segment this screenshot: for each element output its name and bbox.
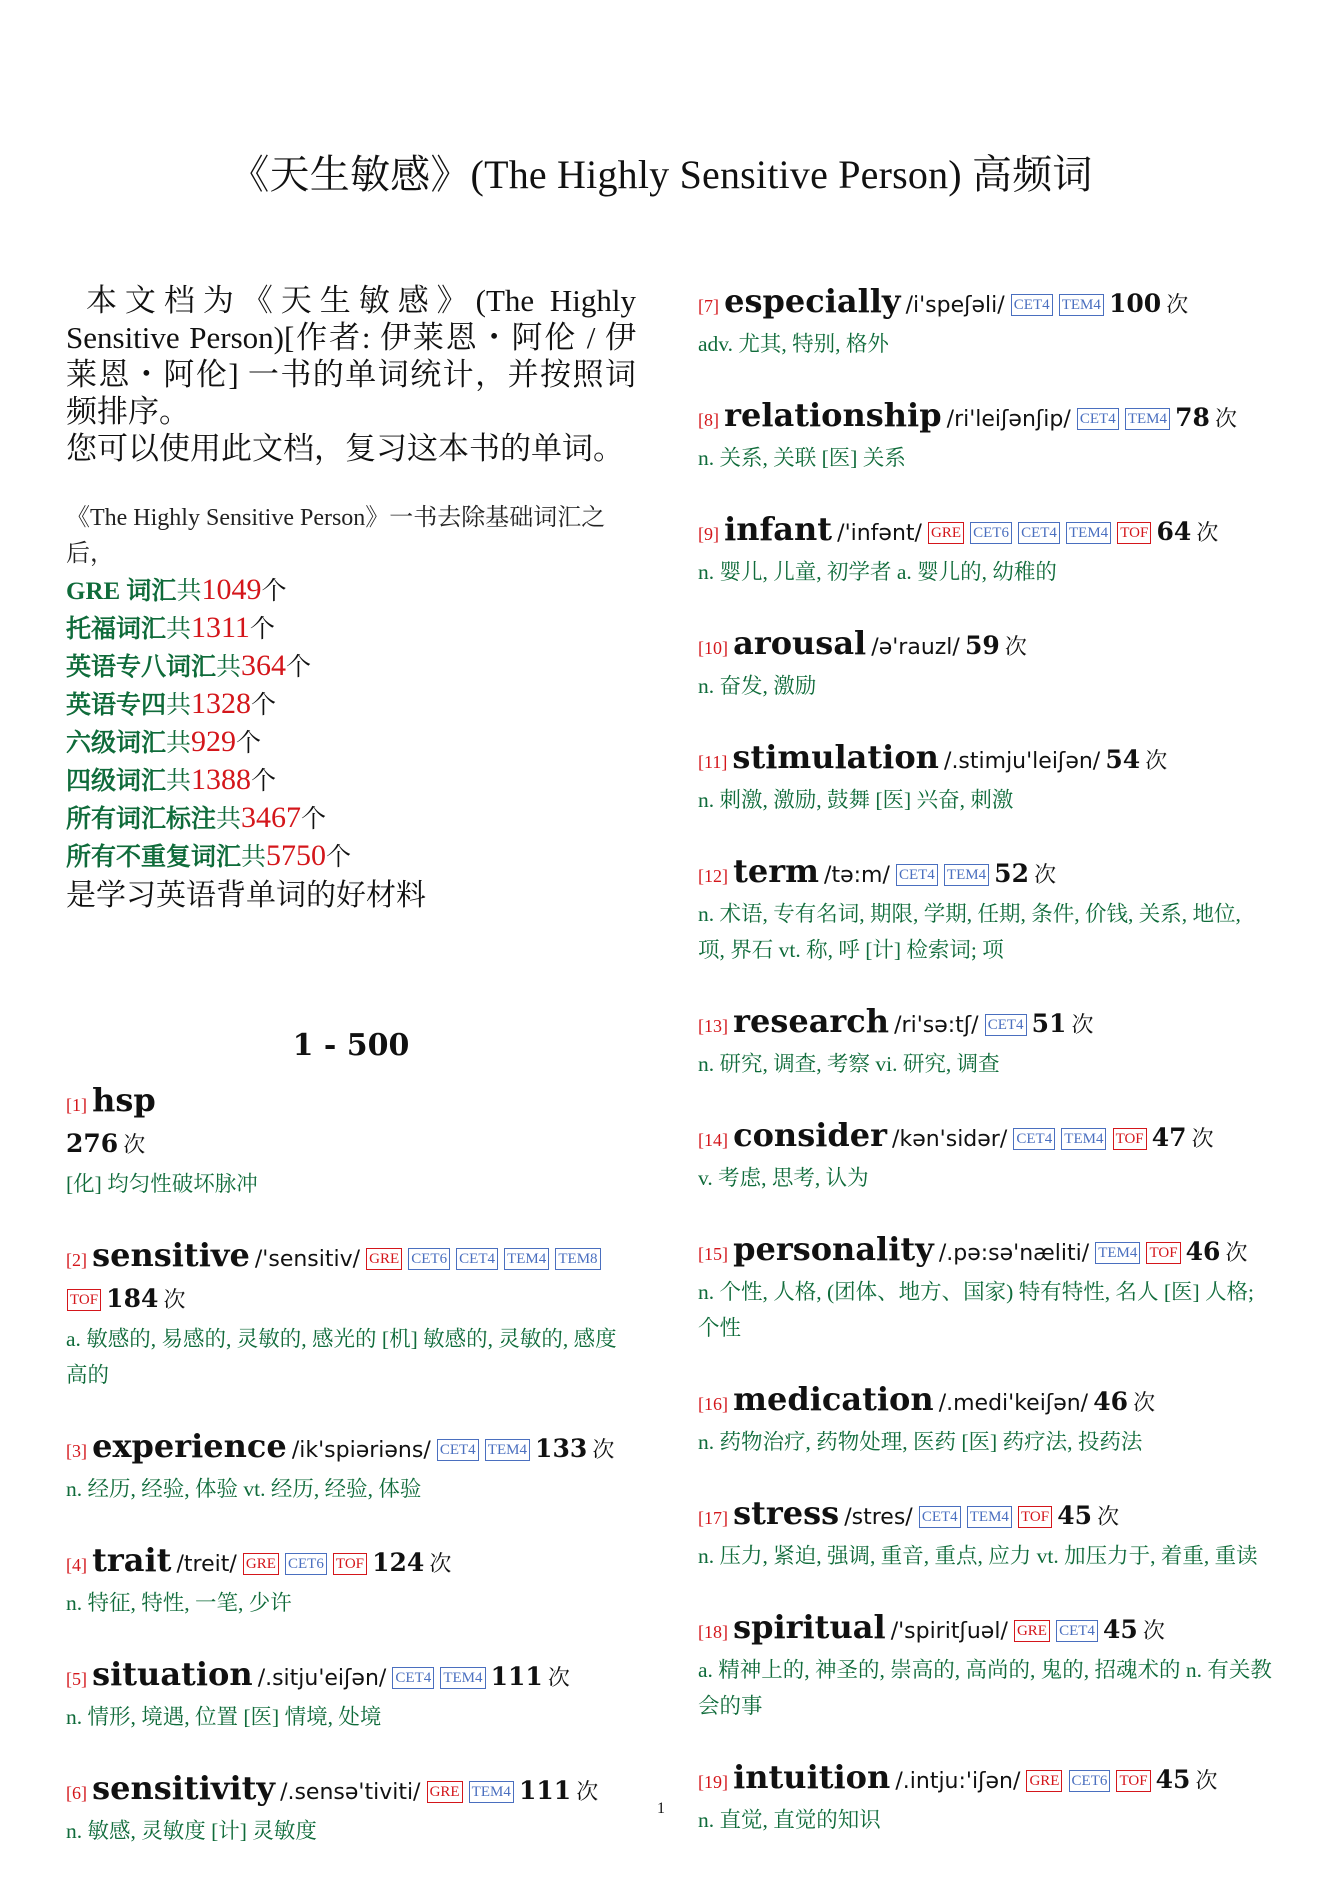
entry-word: stimulation bbox=[732, 738, 939, 776]
entry-index: [14] bbox=[698, 1130, 728, 1150]
exam-tag: GRE bbox=[366, 1248, 402, 1270]
entry-count: 45 bbox=[1155, 1765, 1191, 1794]
intro-paragraph bbox=[66, 282, 636, 467]
entry-word: intuition bbox=[733, 1758, 891, 1796]
stat-number: 1049 bbox=[201, 573, 262, 606]
entry-definition: [化] 均匀性破坏脉冲 bbox=[66, 1172, 258, 1196]
exam-tag: TEM4 bbox=[469, 1781, 514, 1803]
exam-tag: CET4 bbox=[919, 1506, 961, 1528]
entry-definition: n. 术语, 专有名词, 期限, 学期, 任期, 条件, 价钱, 关系, 地位, 项, 界石 vt. 称, 呼 [计] 检索词; 项 bbox=[698, 902, 1241, 962]
stat-unit: 个 bbox=[251, 768, 277, 795]
stat-line bbox=[66, 762, 636, 800]
entry-index: [3] bbox=[66, 1441, 87, 1461]
entry-definition: a. 精神上的, 神圣的, 崇高的, 高尚的, 鬼的, 招魂术的 n. 有关教会的事 bbox=[698, 1658, 1272, 1718]
entry-definition: n. 压力, 紧迫, 强调, 重音, 重点, 应力 vt. 加压力于, 着重, 重读 bbox=[698, 1544, 1258, 1568]
entry-phonetic: /.sitju'eiʃən/ bbox=[257, 1666, 387, 1691]
entry-index: [2] bbox=[66, 1250, 87, 1270]
word-entry bbox=[66, 1541, 636, 1621]
entry-word: arousal bbox=[733, 624, 867, 662]
entry-count-unit: 次 bbox=[1034, 863, 1057, 888]
entry-head bbox=[66, 1081, 636, 1166]
entry-head bbox=[698, 1116, 1273, 1160]
entry-head bbox=[698, 282, 1273, 326]
stat-label: 所有不重复词汇 bbox=[66, 844, 242, 871]
entry-index: [13] bbox=[698, 1016, 728, 1036]
entry-count: 46 bbox=[1093, 1387, 1128, 1416]
exam-tag: TOF bbox=[1116, 1770, 1150, 1792]
entry-count-unit: 次 bbox=[123, 1133, 146, 1158]
entry-count: 78 bbox=[1175, 403, 1210, 432]
entry-index: [7] bbox=[698, 296, 719, 316]
entry-word: term bbox=[733, 852, 819, 890]
stat-gong: 共 bbox=[241, 844, 267, 871]
word-entry bbox=[698, 1380, 1273, 1460]
stat-unit: 个 bbox=[236, 730, 262, 757]
entry-count: 184 bbox=[106, 1284, 159, 1313]
entry-index: [16] bbox=[698, 1394, 728, 1414]
exam-tag: TEM4 bbox=[440, 1667, 485, 1689]
exam-tag: CET4 bbox=[1077, 408, 1119, 430]
exam-tag: TEM4 bbox=[1061, 1128, 1106, 1150]
page-number: 1 bbox=[657, 1800, 665, 1817]
entry-count-unit: 次 bbox=[547, 1666, 570, 1691]
entry-definition: n. 婴儿, 儿童, 初学者 a. 婴儿的, 幼稚的 bbox=[698, 560, 1057, 584]
entry-word: experience bbox=[92, 1427, 287, 1465]
entry-count: 46 bbox=[1185, 1237, 1221, 1266]
entries-right bbox=[698, 282, 1273, 1838]
entry-definition: n. 个性, 人格, (团体、地方、国家) 特有特性, 名人 [医] 人格; 个性 bbox=[698, 1280, 1254, 1340]
entry-count-unit: 次 bbox=[1004, 635, 1027, 660]
word-entry bbox=[698, 624, 1273, 704]
stat-line bbox=[66, 686, 636, 724]
stat-gong: 共 bbox=[216, 806, 242, 833]
entry-count-unit: 次 bbox=[1071, 1013, 1094, 1038]
exam-tag: TEM4 bbox=[1059, 294, 1104, 316]
stat-line bbox=[66, 610, 636, 648]
exam-tag: TOF bbox=[1146, 1242, 1180, 1264]
word-entry bbox=[66, 1081, 636, 1202]
stat-gong: 共 bbox=[166, 730, 192, 757]
exam-tag: GRE bbox=[928, 522, 964, 544]
entry-word: research bbox=[733, 1002, 890, 1040]
stat-number: 3467 bbox=[241, 801, 302, 834]
exam-tag: TOF bbox=[1117, 522, 1151, 544]
stat-gong: 共 bbox=[166, 768, 192, 795]
entry-count-unit: 次 bbox=[1225, 1241, 1248, 1266]
entry-phonetic: /'infənt/ bbox=[837, 521, 922, 546]
stat-label: 所有词汇标注 bbox=[66, 806, 217, 833]
entry-phonetic: /ik'spiəriəns/ bbox=[291, 1438, 431, 1463]
entry-phonetic: /stres/ bbox=[844, 1505, 913, 1530]
entry-phonetic: /.stimju'leiʃən/ bbox=[944, 749, 1101, 774]
stat-unit: 个 bbox=[261, 578, 287, 605]
intro-subtitle: 《The Highly Sensitive Person》一书去除基础词汇之后， bbox=[66, 505, 606, 567]
entry-definition: n. 研究, 调查, 考察 vi. 研究, 调查 bbox=[698, 1052, 1000, 1076]
stat-number: 5750 bbox=[266, 839, 327, 872]
exam-tag: CET4 bbox=[985, 1014, 1027, 1036]
entry-index: [19] bbox=[698, 1772, 728, 1792]
entry-phonetic: /'spiritʃuəl/ bbox=[890, 1619, 1008, 1644]
entry-definition: n. 直觉, 直觉的知识 bbox=[698, 1808, 881, 1832]
section-header: 1 - 500 bbox=[292, 1028, 410, 1063]
exam-tag: GRE bbox=[243, 1553, 279, 1575]
word-entry bbox=[698, 738, 1273, 818]
entry-definition: v. 考虑, 思考, 认为 bbox=[698, 1166, 869, 1190]
entry-count-unit: 次 bbox=[1097, 1505, 1120, 1530]
entry-definition: n. 刺激, 激励, 鼓舞 [医] 兴奋, 刺激 bbox=[698, 788, 1014, 812]
word-entry bbox=[698, 1494, 1273, 1574]
entry-word: sensitive bbox=[92, 1236, 250, 1274]
entry-count-unit: 次 bbox=[1195, 1769, 1218, 1794]
exam-tag: TOF bbox=[1018, 1506, 1052, 1528]
entry-phonetic: /kən'sidər/ bbox=[892, 1127, 1008, 1152]
stat-label: 托福词汇 bbox=[66, 616, 167, 643]
entry-index: [6] bbox=[66, 1783, 87, 1803]
stat-line bbox=[66, 838, 636, 876]
exam-tag: CET4 bbox=[1018, 522, 1060, 544]
entry-word: personality bbox=[733, 1230, 934, 1268]
word-entry bbox=[66, 1655, 636, 1735]
entries-left bbox=[66, 1081, 636, 1849]
stat-number: 1311 bbox=[191, 611, 250, 644]
entry-head bbox=[698, 624, 1273, 668]
exam-tag: CET4 bbox=[1011, 294, 1053, 316]
stat-label: 英语专八词汇 bbox=[66, 654, 217, 681]
entry-head bbox=[66, 1236, 636, 1321]
stat-label: 六级词汇 bbox=[66, 730, 167, 757]
entry-count-unit: 次 bbox=[1166, 293, 1189, 318]
exam-tag: GRE bbox=[427, 1781, 463, 1803]
exam-tag: GRE bbox=[1026, 1770, 1062, 1792]
entry-definition: n. 经历, 经验, 体验 vt. 经历, 经验, 体验 bbox=[66, 1477, 422, 1501]
entry-definition: n. 药物治疗, 药物处理, 医药 [医] 药疗法, 投药法 bbox=[698, 1430, 1143, 1454]
stats-final-line: 是学习英语背单词的好材料 bbox=[66, 879, 426, 912]
entry-index: [17] bbox=[698, 1508, 728, 1528]
page-title: 《天生敏感》(The Highly Sensitive Person) 高频词 bbox=[229, 152, 1093, 197]
word-entry bbox=[698, 852, 1273, 968]
stat-gong: 共 bbox=[166, 616, 192, 643]
entry-definition: n. 关系, 关联 [医] 关系 bbox=[698, 446, 906, 470]
entry-index: [9] bbox=[698, 524, 719, 544]
exam-tag: CET4 bbox=[1013, 1128, 1055, 1150]
entry-count: 45 bbox=[1057, 1501, 1092, 1530]
word-entry bbox=[698, 1608, 1273, 1724]
entry-word: hsp bbox=[92, 1081, 156, 1119]
entry-definition: a. 敏感的, 易感的, 灵敏的, 感光的 [机] 敏感的, 灵敏的, 感度高的 bbox=[66, 1327, 617, 1387]
entry-count: 59 bbox=[964, 631, 1000, 660]
stat-line bbox=[66, 572, 636, 610]
entry-head bbox=[698, 1758, 1273, 1802]
entry-head bbox=[66, 1655, 636, 1699]
entry-word: especially bbox=[724, 282, 901, 320]
exam-tag: TEM4 bbox=[1066, 522, 1111, 544]
exam-tag: CET6 bbox=[1069, 1770, 1111, 1792]
exam-tag: CET4 bbox=[896, 864, 938, 886]
stat-label: 英语专四 bbox=[66, 692, 167, 719]
entry-index: [11] bbox=[698, 752, 728, 772]
stat-number: 1328 bbox=[191, 687, 252, 720]
left-column bbox=[66, 282, 636, 1883]
entry-count-unit: 次 bbox=[1214, 407, 1237, 432]
entry-count: 111 bbox=[518, 1776, 572, 1805]
stat-unit: 个 bbox=[301, 806, 327, 833]
stats-list bbox=[66, 572, 636, 876]
entry-count-unit: 次 bbox=[163, 1288, 186, 1313]
entry-count: 52 bbox=[994, 859, 1029, 888]
exam-tag: CET6 bbox=[970, 522, 1012, 544]
exam-tag: CET4 bbox=[392, 1667, 434, 1689]
entry-count-unit: 次 bbox=[576, 1780, 599, 1805]
stat-unit: 个 bbox=[251, 692, 277, 719]
word-entry bbox=[698, 1002, 1273, 1082]
exam-tag: TOF bbox=[1113, 1128, 1147, 1150]
stat-unit: 个 bbox=[286, 654, 312, 681]
word-entry bbox=[698, 282, 1273, 362]
entry-head bbox=[698, 1494, 1273, 1538]
entry-word: trait bbox=[92, 1541, 172, 1579]
entry-phonetic: /.pə:sə'næliti/ bbox=[938, 1241, 1090, 1266]
exam-tag: TEM4 bbox=[1125, 408, 1170, 430]
stat-unit: 个 bbox=[249, 616, 275, 643]
entry-word: sensitivity bbox=[92, 1769, 275, 1807]
entry-head bbox=[66, 1541, 636, 1585]
intro-text: 本文档为《天生敏感》(The Highly Sensitive Person)[作者: 伊莱恩・阿伦 / 伊莱恩・阿伦] 一书的单词统计，并按照词频排序。 bbox=[66, 283, 636, 429]
entry-phonetic: /.medi'keiʃən/ bbox=[938, 1391, 1089, 1416]
entry-head bbox=[698, 1380, 1273, 1424]
intro-text-2: 您可以使用此文档，复习这本书的单词。 bbox=[66, 431, 624, 466]
exam-tag: GRE bbox=[1014, 1620, 1050, 1642]
stat-gong: 共 bbox=[216, 654, 242, 681]
entry-count: 276 bbox=[66, 1129, 119, 1158]
stat-line bbox=[66, 724, 636, 762]
entry-head bbox=[698, 738, 1273, 782]
exam-tag: TOF bbox=[67, 1289, 101, 1311]
entry-definition: n. 特征, 特性, 一笔, 少许 bbox=[66, 1591, 292, 1615]
entry-head bbox=[698, 1230, 1273, 1274]
entry-count: 100 bbox=[1108, 289, 1162, 318]
entry-word: medication bbox=[733, 1380, 934, 1418]
exam-tag: TEM4 bbox=[944, 864, 989, 886]
exam-tag: TEM4 bbox=[485, 1439, 530, 1461]
entry-count-unit: 次 bbox=[1145, 749, 1168, 774]
entry-index: [5] bbox=[66, 1669, 87, 1689]
entry-count: 133 bbox=[535, 1434, 588, 1463]
entry-count: 111 bbox=[490, 1662, 543, 1691]
entry-count-unit: 次 bbox=[1133, 1391, 1156, 1416]
entry-head bbox=[698, 1608, 1273, 1652]
stat-line bbox=[66, 648, 636, 686]
right-column bbox=[698, 282, 1273, 1872]
entry-phonetic: /tə:m/ bbox=[824, 863, 890, 888]
entry-count-unit: 次 bbox=[429, 1552, 452, 1577]
entry-count: 47 bbox=[1151, 1123, 1187, 1152]
entry-index: [4] bbox=[66, 1555, 87, 1575]
entry-word: consider bbox=[733, 1116, 887, 1154]
entry-phonetic: /ri'sə:tʃ/ bbox=[894, 1013, 979, 1038]
exam-tag: TEM4 bbox=[967, 1506, 1012, 1528]
entry-count: 54 bbox=[1105, 745, 1141, 774]
stat-gong: 共 bbox=[166, 692, 192, 719]
stat-label: GRE 词汇 bbox=[66, 578, 177, 605]
entry-index: [8] bbox=[698, 410, 719, 430]
stat-number: 1388 bbox=[191, 763, 252, 796]
exam-tag: TEM4 bbox=[1095, 1242, 1140, 1264]
entry-count-unit: 次 bbox=[1191, 1127, 1214, 1152]
exam-tag: CET4 bbox=[437, 1439, 479, 1461]
entry-count: 64 bbox=[1156, 517, 1192, 546]
entry-head bbox=[66, 1427, 636, 1471]
entry-head bbox=[698, 396, 1273, 440]
entry-word: situation bbox=[92, 1655, 253, 1693]
entry-word: stress bbox=[733, 1494, 840, 1532]
entry-phonetic: /.sensə'tiviti/ bbox=[280, 1780, 421, 1805]
entry-phonetic: /ə'rauzl/ bbox=[871, 635, 960, 660]
entry-count: 45 bbox=[1103, 1615, 1138, 1644]
entry-definition: n. 敏感, 灵敏度 [计] 灵敏度 bbox=[66, 1819, 317, 1843]
word-entry bbox=[698, 1758, 1273, 1838]
exam-tag: CET6 bbox=[408, 1248, 450, 1270]
entry-definition: n. 情形, 境遇, 位置 [医] 情境, 处境 bbox=[66, 1705, 382, 1729]
stat-gong: 共 bbox=[176, 578, 202, 605]
entry-definition: adv. 尤其, 特别, 格外 bbox=[698, 332, 889, 356]
exam-tag: CET4 bbox=[456, 1248, 498, 1270]
exam-tag: TEM8 bbox=[555, 1248, 600, 1270]
entry-count-unit: 次 bbox=[1142, 1619, 1165, 1644]
entry-head bbox=[698, 1002, 1273, 1046]
exam-tag: CET6 bbox=[285, 1553, 327, 1575]
word-entry bbox=[698, 510, 1273, 590]
entry-phonetic: /'sensitiv/ bbox=[254, 1247, 361, 1272]
entry-phonetic: /.intju:'iʃən/ bbox=[895, 1769, 1021, 1794]
entry-definition: n. 奋发, 激励 bbox=[698, 674, 817, 698]
entry-phonetic: /ri'leiʃənʃip/ bbox=[946, 407, 1071, 432]
entry-count-unit: 次 bbox=[1196, 521, 1219, 546]
word-entry bbox=[66, 1427, 636, 1507]
entry-index: [15] bbox=[698, 1244, 728, 1264]
stat-number: 364 bbox=[241, 649, 287, 682]
entry-count: 124 bbox=[372, 1548, 425, 1577]
exam-tag: TEM4 bbox=[504, 1248, 549, 1270]
entry-count: 51 bbox=[1031, 1009, 1067, 1038]
stat-label: 四级词汇 bbox=[66, 768, 167, 795]
exam-tag: TOF bbox=[333, 1553, 367, 1575]
stat-number: 929 bbox=[191, 725, 237, 758]
word-entry bbox=[698, 396, 1273, 476]
entry-phonetic: /treit/ bbox=[176, 1552, 237, 1577]
entry-count-unit: 次 bbox=[592, 1438, 615, 1463]
word-entry bbox=[66, 1236, 636, 1393]
word-entry bbox=[698, 1230, 1273, 1346]
entry-index: [10] bbox=[698, 638, 728, 658]
entry-phonetic: /i'speʃəli/ bbox=[905, 293, 1005, 318]
entry-word: infant bbox=[724, 510, 833, 548]
stat-line bbox=[66, 800, 636, 838]
exam-tag: CET4 bbox=[1056, 1620, 1098, 1642]
entry-word: spiritual bbox=[733, 1608, 886, 1646]
entry-index: [12] bbox=[698, 866, 728, 886]
entry-index: [18] bbox=[698, 1622, 728, 1642]
word-entry bbox=[698, 1116, 1273, 1196]
entry-word: relationship bbox=[724, 396, 942, 434]
entry-index: [1] bbox=[66, 1095, 87, 1115]
stat-unit: 个 bbox=[326, 844, 352, 871]
entry-head bbox=[698, 852, 1273, 896]
entry-head bbox=[698, 510, 1273, 554]
